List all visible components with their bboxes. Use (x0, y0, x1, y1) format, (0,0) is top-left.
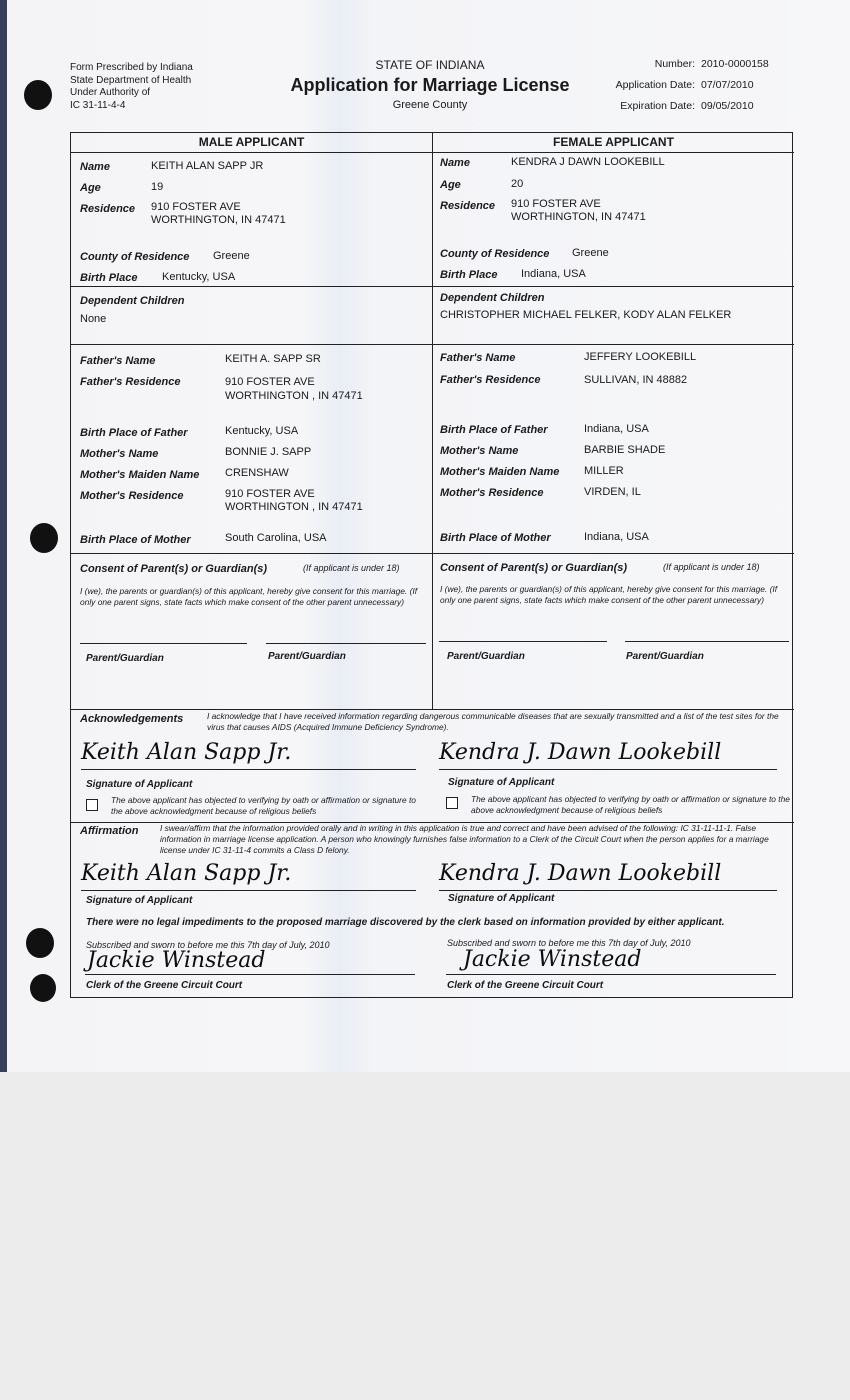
male-birth-place: Kentucky, USA (162, 271, 236, 283)
application-date: 07/07/2010 (701, 79, 754, 91)
prescribed-line: Under Authority of (70, 87, 151, 99)
age-label: Age (440, 179, 461, 191)
objection-text: The above applicant has objected to verifying by oath or affirmation or signature to the above acknowledgment because of religious beliefs (111, 795, 416, 816)
female-dependent-children: CHRISTOPHER MICHAEL FELKER, KODY ALAN FELKER (440, 309, 732, 321)
female-residence-line1: 910 FOSTER AVE (511, 198, 601, 210)
signature-line (446, 974, 776, 975)
divider (71, 286, 794, 287)
punch-hole (24, 80, 52, 110)
religious-objection-checkbox[interactable] (446, 797, 458, 809)
mother-maiden-name-label: Mother's Maiden Name (80, 469, 200, 481)
consent-note: (If applicant is under 18) (303, 563, 400, 573)
affirmation-text: I swear/affirm that the information provided orally and in writing in this application is true and correct and have been advised of the following: IC 31-11-11-1. False information in marriage license application. A person who knowingly furnishes false information to a Clerk of the Circuit Court when the person applies for a marriage license under IC 31-11-4 commits a Class D felony. (160, 823, 769, 855)
prescribed-line: IC 31-11-4-4 (70, 99, 126, 111)
consent-note: (If applicant is under 18) (663, 562, 760, 572)
female-father-birth-place: Indiana, USA (584, 423, 649, 435)
father-birth-place-label: Birth Place of Father (440, 424, 548, 436)
consent-heading: Consent of Parent(s) or Guardian(s) (440, 562, 628, 574)
clerk-signature: Jackie Winstead (87, 948, 266, 973)
religious-objection-checkbox[interactable] (86, 799, 98, 811)
number-label: Number: (654, 58, 695, 70)
female-mother-birth-place: Indiana, USA (584, 531, 649, 543)
application-date-label: Application Date: (615, 79, 695, 91)
female-county: Greene (572, 247, 609, 259)
signature-line (439, 890, 777, 891)
female-name: KENDRA J DAWN LOOKEBILL (511, 156, 665, 168)
acknowledgements-label: Acknowledgements (80, 713, 184, 725)
male-applicant-header: MALE APPLICANT (198, 135, 305, 149)
mother-name-label: Mother's Name (440, 445, 519, 457)
divider (71, 553, 794, 554)
punch-hole (30, 523, 58, 553)
sworn-statement: Subscribed and sworn to before me this 7th day of July, 2010 (86, 940, 330, 950)
state-heading: STATE OF INDIANA (375, 58, 485, 72)
male-father-residence-line1: 910 FOSTER AVE (225, 376, 315, 388)
prescribed-line: Form Prescribed by Indiana (70, 62, 193, 73)
male-residence-line1: 910 FOSTER AVE (151, 201, 241, 213)
county-heading: Greene County (392, 99, 468, 111)
female-applicant-header: FEMALE APPLICANT (553, 135, 674, 149)
license-number: 2010-0000158 (701, 58, 769, 70)
clerk-signature: Jackie Winstead (463, 947, 642, 972)
affirmation-label: Affirmation (80, 825, 139, 837)
male-father-name: KEITH A. SAPP SR (225, 353, 321, 365)
signature-line (81, 890, 416, 891)
objection-text: The above applicant has objected to verifying by oath or affirmation or signature to the above acknowledgment because of religious beliefs (471, 794, 790, 815)
license-form (70, 132, 793, 998)
signature-of-applicant-label: Signature of Applicant (448, 893, 555, 904)
male-mother-birth-place: South Carolina, USA (225, 532, 327, 544)
male-mother-residence-line2: WORTHINGTON , IN 47471 (225, 501, 363, 513)
signature-line (266, 643, 426, 644)
residence-label: Residence (440, 200, 496, 212)
parent-guardian-label: Parent/Guardian (626, 651, 704, 662)
county-label: County of Residence (440, 248, 550, 260)
father-birth-place-label: Birth Place of Father (80, 427, 188, 439)
form-title-block (270, 58, 590, 111)
male-age: 19 (151, 181, 164, 193)
divider (71, 344, 794, 345)
female-residence-line2: WORTHINGTON, IN 47471 (511, 211, 646, 223)
female-father-residence: SULLIVAN, IN 48882 (584, 374, 688, 386)
form-prescribed-block (70, 62, 193, 112)
female-affirmation-signature: Kendra J. Dawn Lookebill (439, 861, 722, 886)
male-father-residence-line2: WORTHINGTON , IN 47471 (225, 390, 363, 402)
acknowledgement-text: I acknowledge that I have received information regarding dangerous communicable diseases that are sexually transmitted and a list of the test sites for the virus that causes AIDS (Acquired Immune Deficiency Syndrome). (207, 711, 779, 732)
signature-line (439, 641, 607, 642)
sworn-statement: Subscribed and sworn to before me this 7th day of July, 2010 (447, 938, 691, 948)
father-residence-label: Father's Residence (80, 376, 181, 388)
page-title: Application for Marriage License (290, 75, 570, 95)
male-residence-line2: WORTHINGTON, IN 47471 (151, 214, 286, 226)
column-divider (432, 133, 433, 709)
male-acknowledgement-signature: Keith Alan Sapp Jr. (81, 740, 292, 765)
father-name-label: Father's Name (440, 352, 516, 364)
birth-place-label: Birth Place (80, 272, 138, 284)
male-mother-name: BONNIE J. SAPP (225, 446, 312, 458)
signature-line (85, 974, 415, 975)
parent-guardian-label: Parent/Guardian (268, 651, 346, 662)
punch-hole (26, 928, 54, 958)
parent-guardian-label: Parent/Guardian (447, 651, 525, 662)
county-label: County of Residence (80, 251, 190, 263)
residence-label: Residence (80, 203, 136, 215)
signature-line (80, 643, 247, 644)
female-age: 20 (511, 178, 524, 190)
signature-of-applicant-label: Signature of Applicant (86, 779, 193, 790)
female-father-name: JEFFERY LOOKEBILL (584, 351, 697, 363)
clerk-label: Clerk of the Greene Circuit Court (447, 980, 604, 991)
signature-of-applicant-label: Signature of Applicant (86, 895, 193, 906)
mother-birth-place-label: Birth Place of Mother (80, 534, 191, 546)
divider (71, 152, 794, 153)
signature-line (625, 641, 789, 642)
divider (71, 709, 794, 710)
name-label: Name (440, 157, 470, 169)
form-meta-block (600, 58, 769, 121)
mother-name-label: Mother's Name (80, 448, 159, 460)
mother-residence-label: Mother's Residence (80, 490, 184, 502)
male-father-birth-place: Kentucky, USA (225, 425, 299, 437)
expiration-date: 09/05/2010 (701, 100, 754, 112)
male-mother-residence-line1: 910 FOSTER AVE (225, 488, 315, 500)
female-mother-name: BARBIE SHADE (584, 444, 666, 456)
mother-maiden-name-label: Mother's Maiden Name (440, 466, 560, 478)
name-label: Name (80, 161, 110, 173)
prescribed-line: State Department of Health (70, 74, 192, 86)
male-county: Greene (213, 250, 250, 262)
female-acknowledgement-signature: Kendra J. Dawn Lookebill (439, 740, 722, 765)
dependent-children-label: Dependent Children (80, 295, 185, 307)
punch-hole (30, 974, 56, 1002)
father-residence-label: Father's Residence (440, 374, 541, 386)
female-birth-place: Indiana, USA (521, 268, 586, 280)
parent-guardian-label: Parent/Guardian (86, 653, 164, 664)
consent-text: I (we), the parents or guardian(s) of this applicant, hereby give consent for this marriage. (If only one parent signs, state facts which make consent of the other parent unnecessary) (80, 586, 418, 607)
signature-of-applicant-label: Signature of Applicant (448, 777, 555, 788)
page-edge (0, 0, 7, 1072)
no-impediments-statement: There were no legal impediments to the proposed marriage discovered by the clerk based on information provided by either applicant. (86, 917, 725, 928)
consent-heading: Consent of Parent(s) or Guardian(s) (80, 563, 268, 575)
age-label: Age (80, 182, 101, 194)
male-name: KEITH ALAN SAPP JR (151, 160, 264, 172)
consent-text: I (we), the parents or guardian(s) of this applicant, hereby give consent for this marriage. (If only one parent signs, state facts which make consent of the other parent unnecessary) (440, 584, 778, 605)
male-dependent-children: None (80, 313, 107, 325)
mother-residence-label: Mother's Residence (440, 487, 544, 499)
birth-place-label: Birth Place (440, 269, 498, 281)
male-mother-maiden-name: CRENSHAW (225, 467, 289, 479)
female-mother-residence: VIRDEN, IL (584, 486, 641, 498)
mother-birth-place-label: Birth Place of Mother (440, 532, 551, 544)
signature-line (81, 769, 416, 770)
male-affirmation-signature: Keith Alan Sapp Jr. (81, 861, 292, 886)
clerk-label: Clerk of the Greene Circuit Court (86, 980, 243, 991)
signature-line (439, 769, 777, 770)
female-mother-maiden-name: MILLER (584, 465, 624, 477)
father-name-label: Father's Name (80, 355, 156, 367)
dependent-children-label: Dependent Children (440, 292, 545, 304)
expiration-date-label: Expiration Date: (620, 100, 695, 112)
